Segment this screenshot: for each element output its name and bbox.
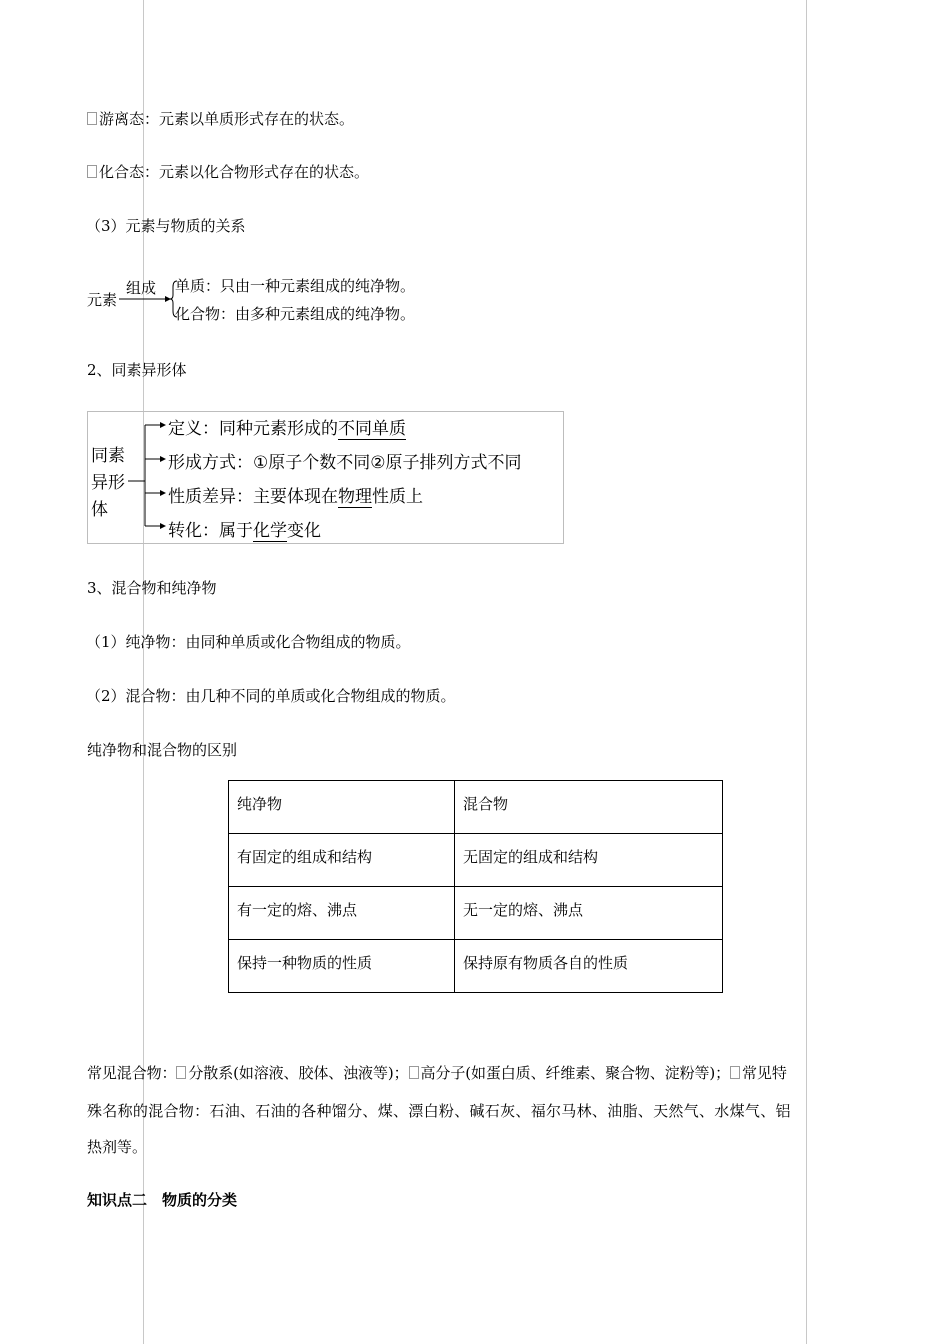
pure-substance-definition: （1）纯净物：由同种单质或化合物组成的物质。 xyxy=(86,633,411,651)
allotrope-definition: 定义：同种元素形成的不同单质 xyxy=(168,419,406,439)
conversion-underlined: 化学 xyxy=(253,521,287,541)
knowledge-point-heading: 知识点二 物质的分类 xyxy=(87,1191,238,1209)
allotrope-bracket-arrows xyxy=(88,412,178,543)
table-cell: 保持原有物质各自的性质 xyxy=(455,940,723,993)
combined-state-text: 化合态：元素以化合物形式存在的状态。 xyxy=(99,163,370,181)
table-header-row xyxy=(229,781,723,834)
table-header-cell: 纯净物 xyxy=(229,781,455,834)
table-row xyxy=(229,834,723,887)
element-relation-diagram xyxy=(87,275,507,331)
section3-title: 3、混合物和纯净物 xyxy=(87,579,217,597)
bullet-box-icon xyxy=(730,1066,740,1079)
bullet-box-icon xyxy=(176,1066,186,1079)
relation-branch-compound: 化合物：由多种元素组成的纯净物。 xyxy=(175,305,416,323)
free-state-text: 游离态：元素以单质形式存在的状态。 xyxy=(99,110,355,128)
combined-state-line xyxy=(87,162,369,182)
mixture-definition: （2）混合物：由几种不同的单质或化合物组成的物质。 xyxy=(86,687,456,705)
relation-arrow-label: 组成 xyxy=(126,279,157,297)
allotrope-diagram xyxy=(87,411,564,544)
table-cell: 无固定的组成和结构 xyxy=(455,834,723,887)
table-cell: 保持一种物质的性质 xyxy=(229,940,455,993)
table-cell: 有固定的组成和结构 xyxy=(229,834,455,887)
common-mixtures-line1: 常见混合物： 分散系(如溶液、胶体、浊液等)； 高分子(如蛋白质、纤维素、聚合物、淀粉等)； 常见特 xyxy=(87,1064,787,1082)
allotrope-formation: 形成方式：①原子个数不同②原子排列方式不同 xyxy=(168,453,522,473)
section3-heading: （3）元素与物质的关系 xyxy=(86,217,246,235)
allotrope-title-3: 体 xyxy=(91,500,108,520)
allotrope-title-2: 异形 xyxy=(91,473,125,493)
relation-root: 元素 xyxy=(87,291,118,309)
bullet-box-icon xyxy=(409,1066,419,1079)
table-header-cell: 混合物 xyxy=(455,781,723,834)
common-mixtures-line2: 殊名称的混合物：石油、石油的各种馏分、煤、漂白粉、碱石灰、福尔马林、油脂、天然气、水煤气、铝 xyxy=(87,1102,791,1120)
comparison-table xyxy=(228,780,723,993)
table-cell: 无一定的熔、沸点 xyxy=(455,887,723,940)
difference-title: 纯净物和混合物的区别 xyxy=(87,741,238,759)
allotrope-title-1: 同素 xyxy=(91,446,125,466)
allotrope-conversion: 转化：属于化学变化 xyxy=(168,521,321,541)
relation-branch-element: 单质：只由一种元素组成的纯净物。 xyxy=(175,277,416,295)
bullet-box-icon xyxy=(87,112,97,125)
table-row xyxy=(229,940,723,993)
definition-underlined: 不同单质 xyxy=(338,419,406,439)
section2-heading: 2、同素异形体 xyxy=(87,361,187,379)
bullet-box-icon xyxy=(87,165,97,178)
common-mixtures-line3: 热剂等。 xyxy=(87,1138,148,1156)
table-cell: 有一定的熔、沸点 xyxy=(229,887,455,940)
property-underlined: 物理 xyxy=(338,487,372,507)
allotrope-property: 性质差异：主要体现在物理性质上 xyxy=(168,487,423,507)
table-row xyxy=(229,887,723,940)
free-state-line xyxy=(87,109,354,129)
margin-line-right xyxy=(806,0,807,1344)
